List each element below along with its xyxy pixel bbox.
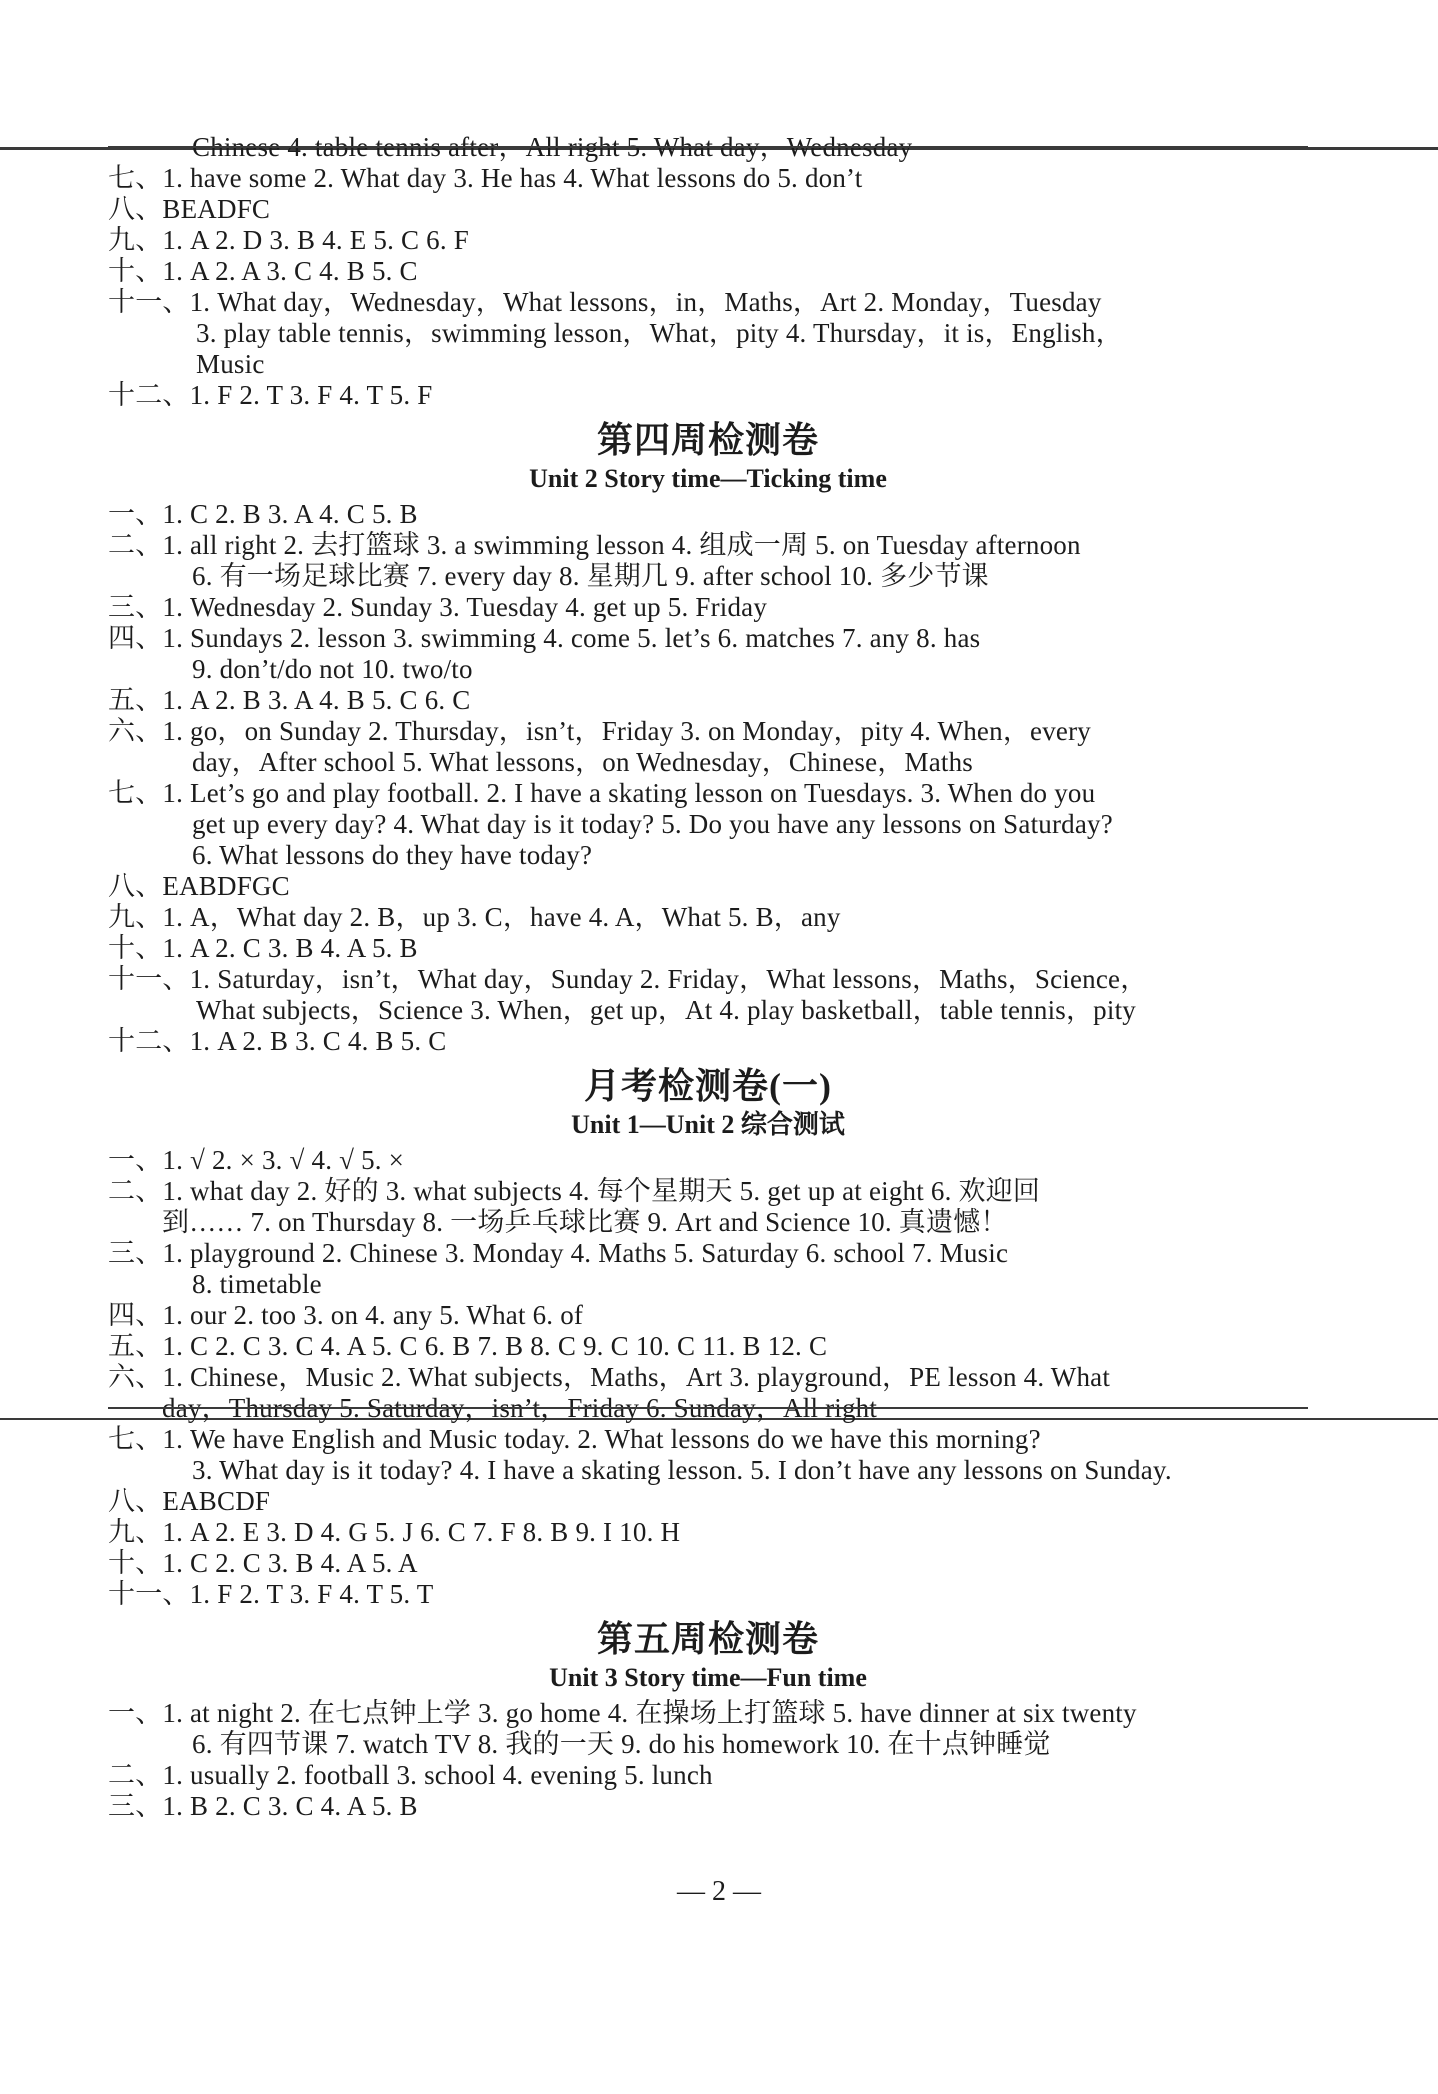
answer-line: 二、1. usually 2. football 3. school 4. evening 5. lunch [108, 1760, 713, 1790]
answer-line: 三、1. B 2. C 3. C 4. A 5. B [108, 1791, 418, 1821]
answer-line: 十一、1. What day，Wednesday，What lessons，in，Maths，Art 2. Monday，Tuesday [108, 287, 1102, 317]
answer-line: 六、1. go，on Sunday 2. Thursday，isn’t，Friday 3. on Monday，pity 4. When，every [108, 716, 1091, 746]
section-title: 第五周检测卷 [596, 1619, 819, 1659]
answer-line: 七、1. Let’s go and play football. 2. I have a skating lesson on Tuesdays. 3. When do you [108, 778, 1096, 808]
answer-line: 十、1. A 2. A 3. C 4. B 5. C [108, 256, 418, 286]
answer-line: 二、1. all right 2. 去打篮球 3. a swimming lesson 4. 组成一周 5. on Tuesday afternoon [108, 530, 1081, 560]
answer-line: 四、1. our 2. too 3. on 4. any 5. What 6. of [108, 1300, 584, 1330]
section-subtitle: Unit 1—Unit 2 综合测试 [571, 1110, 845, 1139]
page-number: — 2 — [677, 1876, 761, 1907]
answer-line: 一、1. C 2. B 3. A 4. C 5. B [108, 499, 418, 529]
section-week4 [108, 417, 1308, 1057]
answer-line: 七、1. We have English and Music today. 2. What lessons do we have this morning? [108, 1424, 1041, 1454]
answer-line: 3. play table tennis，swimming lesson，What，pity 4. Thursday，it is，English， [196, 318, 1123, 348]
answer-line: 十、1. C 2. C 3. B 4. A 5. A [108, 1548, 418, 1578]
answer-line: 6. 有一场足球比赛 7. every day 8. 星期几 9. after school 10. 多少节课 [192, 561, 989, 591]
section-monthly [108, 1063, 1308, 1610]
answer-line: 一、1. at night 2. 在七点钟上学 3. go home 4. 在操场上打篮球 5. have dinner at six twenty [108, 1698, 1137, 1728]
answer-line: 三、1. playground 2. Chinese 3. Monday 4. Maths 5. Saturday 6. school 7. Music [108, 1238, 1009, 1268]
answer-line: 八、BEADFC [108, 194, 271, 224]
answer-line: 六、1. Chinese，Music 2. What subjects，Maths，Art 3. playground，PE lesson 4. What [108, 1362, 1111, 1392]
answer-line: Music [196, 349, 265, 379]
answer-line: 一、1. √ 2. × 3. √ 4. √ 5. × [108, 1145, 405, 1175]
answer-line: get up every day? 4. What day is it today? 5. Do you have any lessons on Saturday? [192, 809, 1113, 839]
week3-tail [108, 132, 1308, 411]
answer-line: 八、EABDFGC [108, 871, 290, 901]
answer-line: 十二、1. A 2. B 3. C 4. B 5. C [108, 1026, 447, 1056]
section-title: 第四周检测卷 [596, 420, 819, 460]
answer-line: 6. 有四节课 7. watch TV 8. 我的一天 9. do his homework 10. 在十点钟睡觉 [192, 1729, 1051, 1759]
answer-line: What subjects，Science 3. When，get up，At 4. play basketball，table tennis，pity [196, 995, 1136, 1025]
answer-line: 八、EABCDF [108, 1486, 271, 1516]
answer-line: 五、1. A 2. B 3. A 4. B 5. C 6. C [108, 685, 471, 715]
answer-line: 十一、1. F 2. T 3. F 4. T 5. T [108, 1579, 434, 1609]
section-subtitle: Unit 3 Story time—Fun time [549, 1663, 867, 1692]
answer-line: Chinese 4. table tennis after，All right 5. What day，Wednesday [108, 132, 1308, 163]
answer-line: 6. What lessons do they have today? [192, 840, 593, 870]
answer-line: 四、1. Sundays 2. lesson 3. swimming 4. come 5. let’s 6. matches 7. any 8. has [108, 623, 981, 653]
answer-line: 8. timetable [192, 1269, 322, 1299]
answer-line: day，Thursday 5. Saturday，isn’t，Friday 6. Sunday，All right [108, 1393, 1308, 1424]
answer-line: 三、1. Wednesday 2. Sunday 3. Tuesday 4. get up 5. Friday [108, 592, 768, 622]
answer-line: 九、1. A 2. D 3. B 4. E 5. C 6. F [108, 225, 469, 255]
answer-line: 九、1. A 2. E 3. D 4. G 5. J 6. C 7. F 8. B 9. I 10. H [108, 1517, 681, 1547]
answer-key-page [108, 132, 1308, 1822]
answer-line: 十一、1. Saturday，isn’t，What day，Sunday 2. Friday，What lessons，Maths，Science， [108, 964, 1148, 994]
answer-line: 十、1. A 2. C 3. B 4. A 5. B [108, 933, 418, 963]
answer-line: 二、1. what day 2. 好的 3. what subjects 4. 每个星期天 5. get up at eight 6. 欢迎回 [108, 1176, 1041, 1206]
answer-line: day，After school 5. What lessons，on Wednesday，Chinese，Maths [192, 747, 974, 777]
answer-line: 到…… 7. on Thursday 8. 一场乒乓球比赛 9. Art and Science 10. 真遗憾！ [162, 1207, 1008, 1237]
answer-line: 九、1. A，What day 2. B，up 3. C，have 4. A，What 5. B，any [108, 902, 841, 932]
section-title: 月考检测卷(一) [584, 1066, 832, 1106]
answer-line: 十二、1. F 2. T 3. F 4. T 5. F [108, 380, 433, 410]
section-week5 [108, 1616, 1308, 1822]
section-subtitle: Unit 2 Story time—Ticking time [529, 464, 887, 493]
answer-line: 9. don’t/do not 10. two/to [192, 654, 473, 684]
answer-line: 五、1. C 2. C 3. C 4. A 5. C 6. B 7. B 8. C 9. C 10. C 11. B 12. C [108, 1331, 828, 1361]
answer-line: 七、1. have some 2. What day 3. He has 4. What lessons do 5. don’t [108, 163, 863, 193]
answer-line: 3. What day is it today? 4. I have a skating lesson. 5. I don’t have any lessons on Sunday. [192, 1455, 1172, 1485]
